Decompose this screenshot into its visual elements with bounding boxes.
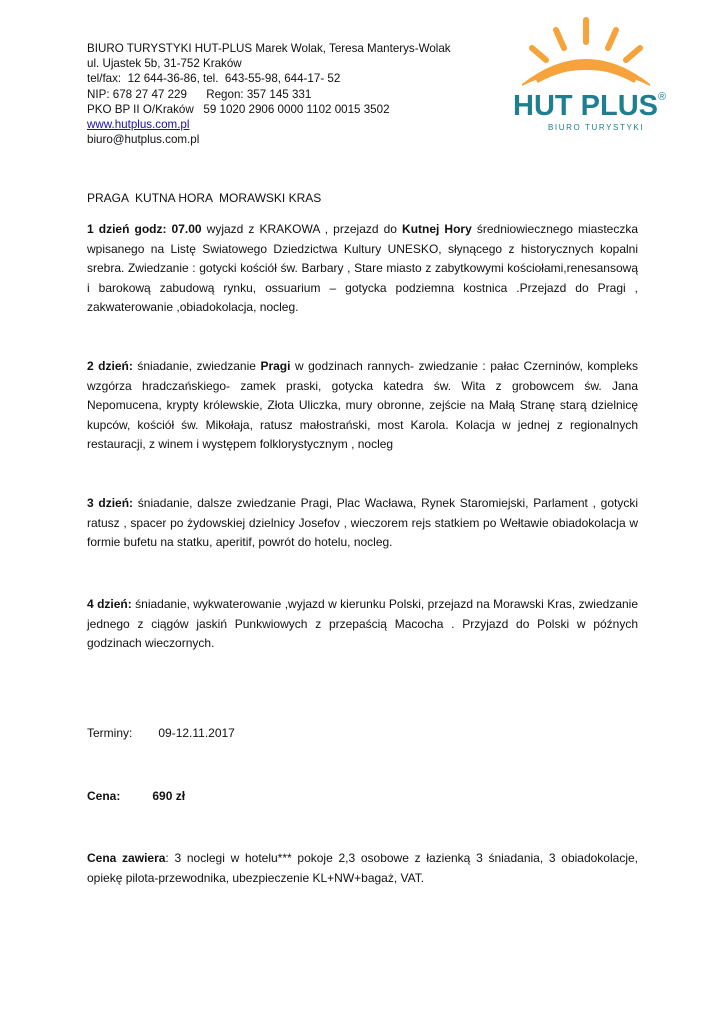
sun-icon [532, 20, 640, 60]
header-line-nip: NIP: 678 27 47 229 Regon: 357 145 331 [87, 87, 312, 101]
day-4-label: 4 dzień: [87, 597, 132, 611]
logo-subtitle: BIURO TURYSTYKI [548, 123, 645, 132]
price-label: Cena: [87, 789, 121, 803]
day-1-text-cont: średniowiecznego miasteczka wpisanego na Listę Swiatowego Dziedzictwa Kultury UNESKO, słynącego z historycznych kopalni srebra. Zwiedzanie : gotycki kościół św. Barbary , Stare miasto z zabytkowymi kościołami,renesansową i barokową zabudową rynku, ossuarium – gotycka podziemna kostnica .Przejazd do Pragi , zakwaterowanie ,obiadokolacja, nocleg. [87, 222, 638, 315]
day-1-label: 1 dzień godz: 07.00 [87, 222, 202, 236]
day-2-text-cont: w godzinach rannych- zwiedzanie : pałac Czerninów, kompleks wzgórza hradczańskiego- zamek praski, gotycka katedra św. Wita z grobowcem św. Jana Nepomucena, krypty królewskie, Złota Uliczka, mury obronne, zejście na Małą Stranę starą dzielnicę kupców, kościół św. Mikołaja, ratusz małostrański, most Karola. Kolacja w jednej z regionalnych restauracji, z winem i występem folklorystycznym , nocleg [87, 359, 638, 452]
price-value: 690 zł [152, 789, 186, 803]
includes-label: Cena zawiera [87, 851, 166, 865]
day-3-label: 3 dzień: [87, 496, 134, 510]
day-4-paragraph [87, 595, 638, 654]
terms-label: Terminy: [87, 726, 133, 740]
website-link[interactable]: www.hutplus.com.pl [87, 118, 190, 132]
agency-header [87, 41, 451, 147]
terms-value: 09-12.11.2017 [158, 726, 235, 740]
hut-plus-logo [508, 14, 668, 134]
day-1-paragraph [87, 220, 638, 318]
day-1-place: Kutnej Hory [402, 222, 472, 236]
price-row [87, 789, 185, 803]
header-line-bank: PKO BP II O/Kraków 59 1020 2906 0000 1102 0015 3502 [87, 102, 390, 116]
tour-title: PRAGA KUTNA HORA MORAWSKI KRAS [87, 191, 322, 205]
day-2-text: śniadanie, zwiedzanie [132, 359, 261, 373]
day-2-paragraph [87, 357, 638, 455]
day-2-place: Pragi [260, 359, 291, 373]
header-line-phone: tel/fax: 12 644-36-86, tel. 643-55-98, 644-17- 52 [87, 72, 341, 86]
terms-row [87, 726, 235, 740]
day-1-text: wyjazd z KRAKOWA , przejazd do [201, 222, 403, 236]
day-3-text: śniadanie, dalsze zwiedzanie Pragi, Plac Wacława, Rynek Staromiejski, Parlament , gotycki ratusz , spacer po żydowskiej dzielnicy Josefov , wieczorem rejs statkiem po Wełtawie obiadokolacja w formie bufetu na statku, aperitif, powrót do hotelu, nocleg. [87, 496, 638, 550]
price-includes-paragraph [87, 849, 638, 888]
day-2-label: 2 dzień: [87, 359, 133, 373]
email-address: biuro@hutplus.com.pl [87, 133, 200, 147]
day-4-text: śniadanie, wykwaterowanie ,wyjazd w kierunku Polski, przejazd na Morawski Kras, zwiedzanie jednego z ciągów jaskiń Punkwiowych z przepaścią Macocha . Przyjazd do Polski w późnych godzinach wieczornych. [87, 597, 639, 651]
day-3-paragraph [87, 494, 638, 553]
logo-registered: ® [658, 91, 667, 103]
includes-text: : 3 noclegi w hotelu*** pokoje 2,3 osobowe z łazienką 3 śniadania, 3 obiadokolacje, opiekę pilota-przewodnika, ubezpieczenie KL+NW+bagaż, VAT. [87, 851, 638, 885]
header-line-address: ul. Ujastek 5b, 31-752 Kraków [87, 57, 242, 71]
header-line-company: BIURO TURYSTYKI HUT-PLUS Marek Wolak, Teresa Manterys-Wolak [87, 42, 451, 55]
logo-name: HUT PLUS [513, 90, 658, 122]
